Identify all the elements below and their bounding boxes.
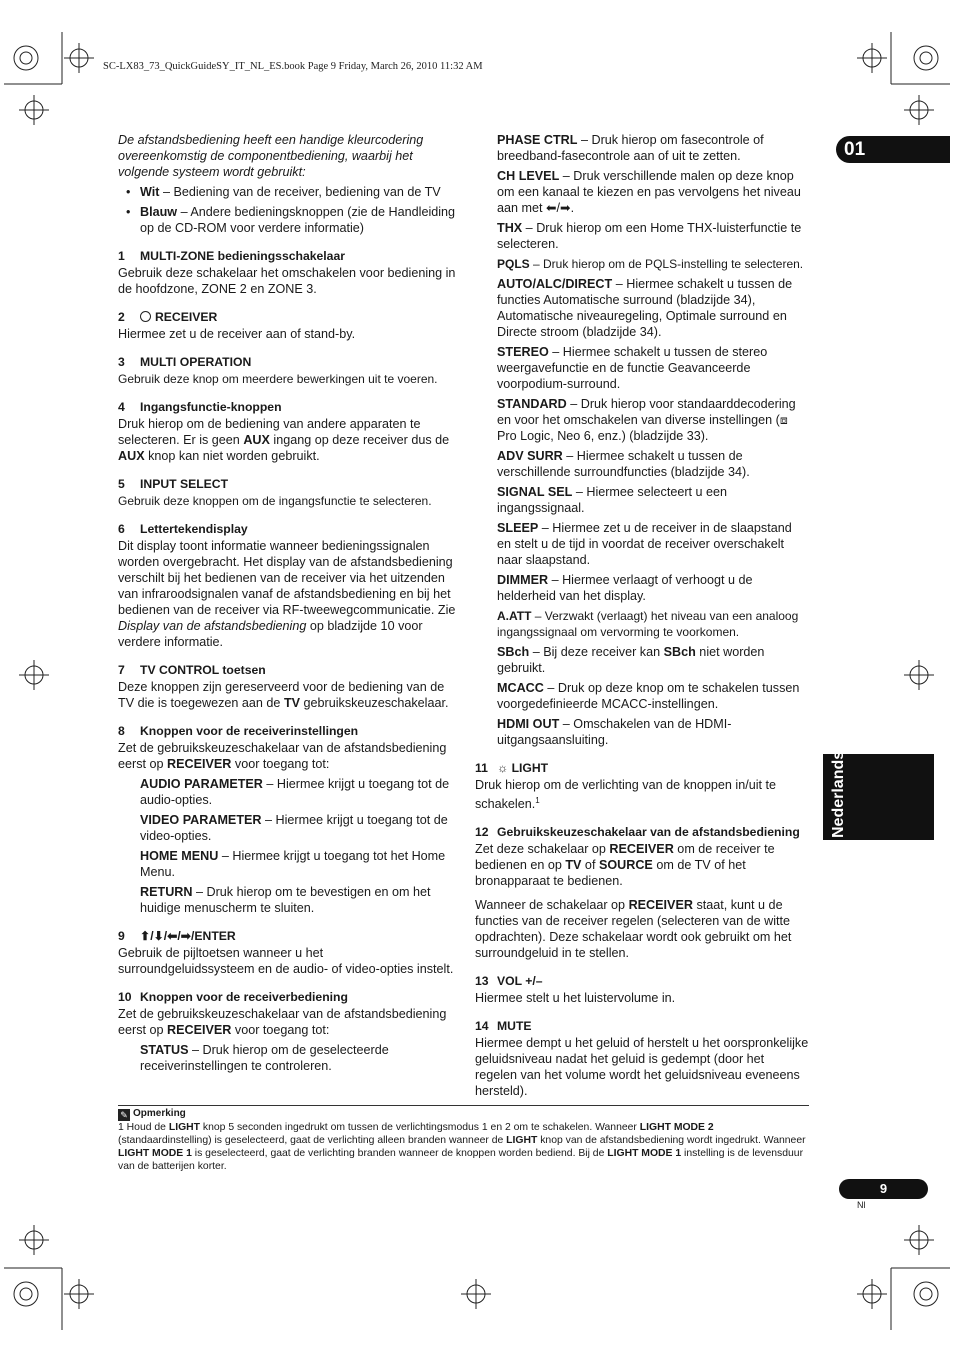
- list-item: SBch – Bij deze receiver kan SBch niet worden gebruikt.: [497, 645, 765, 675]
- list-item: HOME MENU – Hiermee krijgt u toegang tot het Home Menu.: [140, 849, 446, 879]
- list-item: STEREO – Hiermee schakelt u tussen de stereo weergavefunctie en de functie Geavanceerde voorpodium-surround.: [497, 345, 768, 391]
- section-2: 2 RECEIVER Hiermee zet u de receiver aan of stand-by.: [118, 310, 356, 341]
- list-item: HDMI OUT – Omschakelen van de HDMI-uitgangsaansluiting.: [497, 717, 732, 747]
- list-item: PQLS – Druk hierop om de PQLS-instelling te selecteren.: [497, 257, 804, 271]
- section-10: 10 Knoppen voor de receiverbediening Zet de gebruikskeuzeschakelaar van de afstandsbediening eerst op RECEIVER voor toegang tot: STATUS – Druk hierop om de geselecteerde receiverinstellingen te controleren.: [118, 989, 456, 1074]
- list-item: VIDEO PARAMETER – Hiermee krijgt u toegang tot de video-opties.: [140, 813, 448, 843]
- list-item: AUTO/ALC/DIRECT – Hiermee schakelt u tussen de functies Automatische surround (bladzijde 34), Automatische niveauregeling, Optimale surround en Directe stroom (bladzijde 34).: [497, 277, 793, 339]
- section-7: 7 TV CONTROL toetsen Deze knoppen zijn gereserveerd voor de bediening van de TV die is toegewezen aan de TV gebruikskeuzeschakelaar.: [118, 663, 449, 710]
- language-label: Nederlands: [830, 750, 847, 838]
- list-item: SIGNAL SEL – Hiermee selecteert u een ingangssignaal.: [497, 485, 728, 515]
- list-item: A.ATT – Verzwakt (verlaagt) het niveau van een analoog ingangssignaal om vervorming te voorkomen.: [497, 609, 799, 639]
- list-item: CH LEVEL – Druk verschillende malen op deze knop om een kanaal te kiezen en pas vervolgens het niveau aan met ⬅/➡.: [497, 169, 801, 215]
- note-icon: ✎: [118, 1109, 130, 1121]
- list-item: • Blauw – Andere bedieningsknoppen (zie de Handleiding op de CD-ROM voor verdere informatie): [126, 205, 456, 235]
- list-item: RETURN – Druk hierop om te bevestigen en om het huidige menuscherm te sluiten.: [140, 885, 431, 915]
- list-item: STANDARD – Druk hierop voor standaarddecodering en voor het omschakelen van diverse instellingen (⧈ Pro Logic, Neo 6, enz.) (bladzijde 33).: [497, 397, 796, 443]
- color-bullets: [118, 184, 456, 236]
- book-header: SC-LX83_73_QuickGuideSY_IT_NL_ES.book Page 9 Friday, March 26, 2010 11:32 AM: [103, 61, 483, 72]
- list-item: STATUS – Druk hierop om de geselecteerde receiverinstellingen te controleren.: [140, 1043, 389, 1073]
- chapter-tab: 01: [836, 136, 950, 163]
- section-12: 12 Gebruikskeuzeschakelaar van de afstandsbediening Zet deze schakelaar op RECEIVER om de receiver te bedienen en op TV of SOURCE om de TV of het bronapparaat te bedienen. Wanneer de schakelaar op RECEIVER staat, kunt u de functies van de receiver regelen (selecteren van de witte opdrachten). Deze schakelaar wordt ook gebruikt om het surroundgeluid in te stellen.: [475, 825, 800, 961]
- list-item: SLEEP – Hiermee zet u de receiver in de slaapstand en stelt u de tijd in voordat de receiver overschakelt naar slaapstand.: [497, 521, 792, 567]
- light-icon: ☼: [497, 761, 509, 775]
- list-item: PHASE CTRL – Druk hierop om fasecontrole of breedband-fasecontrole aan of uit te zetten.: [497, 133, 764, 163]
- list-item: • Wit – Bediening van de receiver, bediening van de TV: [126, 185, 441, 199]
- intro-text: De afstandsbediening heeft een handige kleurcodering overeenkomstig de componentbediening, waarbij het volgende systeem wordt gebruikt:: [118, 133, 424, 179]
- section-6: 6 Lettertekendisplay Dit display toont informatie wanneer bedieningssignalen worden overgebracht. Het display van de afstandsbediening verschilt bij het bedienen van de receiver via het uitzenden van infraroodsignalen vanaf de afstandsbediening en bij het bedienen van de receiver via RF-tweewegcommunicatie. Zie Display van de afstandsbediening op bladzijde 10 voor verdere informatie.: [118, 522, 456, 649]
- page-number: 9: [839, 1179, 928, 1199]
- right-column: [475, 132, 809, 1099]
- footnote-divider: [118, 1105, 809, 1106]
- section-11: 11 ☼ LIGHT Druk hierop om de verlichting van de knoppen in/uit te schakelen.$^1$: [475, 761, 777, 812]
- section-5: 5 INPUT SELECT Gebruik deze knoppen om de ingangsfunctie te selecteren.: [118, 477, 432, 508]
- page-language: Nl: [857, 1200, 866, 1210]
- list-item: THX – Druk hierop om een Home THX-luisterfunctie te selecteren.: [497, 221, 802, 251]
- section-4: 4 Ingangsfunctie-knoppen Druk hierop om de bediening van andere apparaten te selecteren. Er is geen AUX ingang op deze receiver dus de AUX knop kan niet worden gebruikt.: [118, 400, 450, 463]
- footnote: ✎ Opmerking 1 Houd de LIGHT knop 5 seconden ingedrukt om tussen de verlichtingsmodus 1 en 2 om te schakelen. Wanneer LIGHT MODE 2 (standaardinstelling) is geselecteerd, gaat de verlichting alleen branden wanneer de LIGHT knop van de afstandsbediening wordt ingedrukt. Wanneer LIGHT MODE 1 is geselecteerd, gaat de verlichting branden wanneer de knoppen worden bediend. Bij de LIGHT MODE 1 instelling is de levensduur van de batterijen korter.: [118, 1108, 806, 1172]
- section-13: 13 VOL +/– Hiermee stelt u het luistervolume in.: [475, 974, 676, 1006]
- section-1: 1 MULTI-ZONE bedieningsschakelaar Gebruik deze schakelaar het omschakelen voor bediening in de hoofdzone, ZONE 2 en ZONE 3.: [118, 249, 456, 296]
- section-8: 8 Knoppen voor de receiverinstellingen Zet de gebruikskeuzeschakelaar van de afstandsbediening eerst op RECEIVER voor toegang tot: AUDIO PARAMETER – Hiermee krijgt u toegang tot de audio-opties. VIDEO PARAMETER – Hiermee krijgt u toegang tot de video-opties. HOME MENU – Hiermee krijgt u toegang tot het Home Menu. RETURN – Druk hierop om te bevestigen en om het huidige menuscherm te sluiten.: [118, 723, 456, 916]
- list-item: ADV SURR – Hiermee schakelt u tussen de verschillende surroundfuncties (bladzijde 34).: [497, 449, 750, 479]
- left-column: [118, 132, 456, 1078]
- section-9: 9 ⬆/⬇/⬅/➡/ENTER Gebruik de pijltoetsen wanneer u het surroundgeluidssysteem en de audio- of video-opties instelt.: [118, 929, 454, 976]
- list-item: AUDIO PARAMETER – Hiermee krijgt u toegang tot de audio-opties.: [140, 777, 450, 807]
- power-icon: [140, 311, 151, 322]
- list-item: MCACC – Druk op deze knop om te schakelen tussen voorgedefinieerde MCACC-instellingen.: [497, 681, 800, 711]
- list-item: DIMMER – Hiermee verlaagt of verhoogt u de helderheid van het display.: [497, 573, 753, 603]
- section-3: 3 MULTI OPERATION Gebruik deze knop om meerdere bewerkingen uit te voeren.: [118, 355, 438, 386]
- section-14: 14 MUTE Hiermee dempt u het geluid of herstelt u het oorspronkelijke geluidsniveau nadat het geluid is gedempt (door het regelen van het volume wordt het geluidsniveau eveneens hersteld).: [475, 1019, 809, 1099]
